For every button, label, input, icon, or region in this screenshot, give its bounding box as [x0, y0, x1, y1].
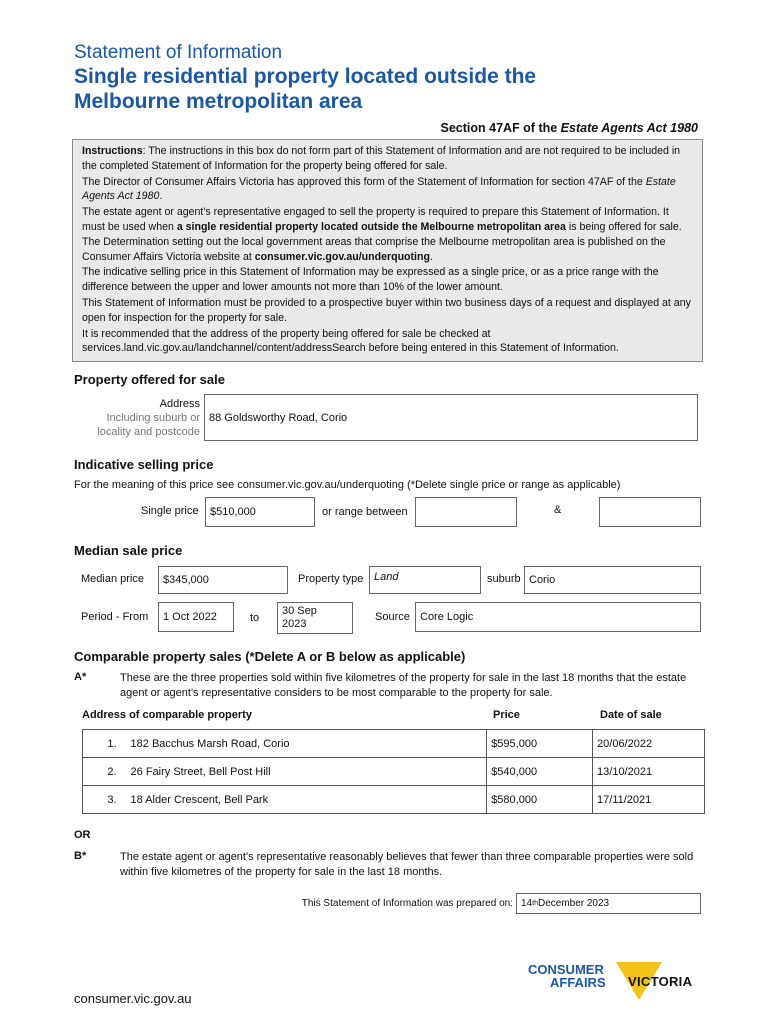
period-from-field[interactable]: 1 Oct 2022	[158, 602, 234, 632]
col-address-header: Address of comparable property	[82, 709, 252, 721]
prepared-on-label: This Statement of Information was prepared on:	[301, 898, 513, 909]
period-to-label: to	[250, 612, 260, 624]
option-b-label: B*	[74, 850, 87, 862]
prepared-date-field[interactable]: 14 th December 2023	[516, 893, 701, 914]
period-to-field[interactable]: 30 Sep 2023	[277, 602, 353, 634]
comparable-address-1[interactable]: 182 Bacchus Marsh Road, Corio	[121, 730, 487, 758]
underquoting-link[interactable]: consumer.vic.gov.au/underquoting	[254, 250, 430, 263]
period-from-label: Period - From	[81, 611, 149, 623]
footer-website[interactable]: consumer.vic.gov.au	[74, 991, 192, 1006]
col-date-header: Date of sale	[600, 709, 662, 721]
section-reference: Section 47AF of the Estate Agents Act 1980	[440, 121, 698, 135]
comparable-sales-table	[82, 729, 705, 814]
source-label: Source	[375, 611, 410, 623]
property-heading: Property offered for sale	[74, 372, 225, 387]
comparable-date-1[interactable]: 20/06/2022	[593, 730, 705, 758]
comparable-price-3[interactable]: $580,000	[487, 786, 593, 814]
range-low-field[interactable]	[415, 497, 517, 527]
consumer-affairs-victoria-logo	[528, 960, 703, 1006]
comparable-heading: Comparable property sales (*Delete A or B below as applicable)	[74, 649, 466, 664]
suburb-label: suburb	[487, 573, 521, 585]
logo-line-consumer: CONSUMER	[528, 962, 604, 977]
table-row: 2. 26 Fairy Street, Bell Post Hill $540,000 13/10/2021	[83, 758, 705, 786]
property-address-field[interactable]: 88 Goldsworthy Road, Corio	[204, 394, 698, 441]
property-type-field[interactable]: Land	[369, 566, 481, 594]
option-b-text: The estate agent or agent's representative reasonably believes that fewer than three comparable properties were sold within five kilometres of the property for sale in the last 18 months.	[120, 851, 694, 878]
option-a-label: A*	[74, 671, 87, 683]
instructions-box: Instructions: The instructions in this box do not form part of this Statement of Information and are not required to be included in the completed Statement of Information for the property being offered for sale. The Director of Consumer Affairs Victoria has approved this form of the Statement of Information for section 47AF of the Estate Agents Act 1980. The estate agent or agent's representative engaged to sell the property is required to prepare this Statement of Information. It must be used when a single residential property located outside the Melbourne metropolitan area is being offered for sale. The Determination setting out the local government areas that comprise the Melbourne metropolitan area is published on the Consumer Affairs Victoria website at consumer.vic.gov.au/underquoting. The indicative selling price in this Statement of Information may be expressed as a single price, or as a price range with the difference between the upper and lower amounts not more than 10% of the lower amount. This Statement of Information must be provided to a prospective buyer within two business days of a request and displayed at any open for inspection for the property for sale. It is recommended that the address of the property being offered for sale be checked at services.land.vic.gov.au/landchannel/content/addressSearch before being entered in this Statement of Information.	[72, 139, 703, 362]
range-label: or range between	[322, 506, 408, 518]
comparable-price-1[interactable]: $595,000	[487, 730, 593, 758]
form-subtitle: Statement of Information	[74, 42, 283, 63]
indicative-note: For the meaning of this price see consumer.vic.gov.au/underquoting (*Delete single price or range as applicable)	[74, 479, 621, 491]
comparable-address-3[interactable]: 18 Alder Crescent, Bell Park	[121, 786, 487, 814]
or-label: OR	[74, 829, 91, 841]
comparable-address-2[interactable]: 26 Fairy Street, Bell Post Hill	[121, 758, 487, 786]
median-price-field[interactable]: $345,000	[158, 566, 288, 594]
table-row: 3. 18 Alder Crescent, Bell Park $580,000 17/11/2021	[83, 786, 705, 814]
address-label: Address Including suburb or locality and postcode	[97, 398, 200, 438]
range-high-field[interactable]	[599, 497, 701, 527]
page-title: Single residential property located outside the Melbourne metropolitan area	[74, 65, 537, 113]
col-price-header: Price	[493, 709, 520, 721]
single-price-field[interactable]: $510,000	[205, 497, 315, 527]
suburb-field[interactable]: Corio	[524, 566, 701, 594]
source-field[interactable]: Core Logic	[415, 602, 701, 632]
comparable-date-3[interactable]: 17/11/2021	[593, 786, 705, 814]
single-price-label: Single price	[141, 505, 199, 517]
median-price-label: Median price	[81, 573, 144, 585]
property-type-label: Property type	[298, 573, 364, 585]
and-symbol: &	[554, 504, 562, 516]
indicative-heading: Indicative selling price	[74, 457, 214, 472]
logo-line-affairs: AFFAIRS	[550, 975, 606, 990]
option-a-text: These are the three properties sold within five kilometres of the property for sale in the last 18 months that the estate agent or agent's representative considers to be most comparable to the property for sale.	[120, 672, 687, 699]
logo-line-victoria: VICTORIA	[628, 974, 693, 989]
comparable-price-2[interactable]: $540,000	[487, 758, 593, 786]
median-heading: Median sale price	[74, 543, 183, 558]
comparable-date-2[interactable]: 13/10/2021	[593, 758, 705, 786]
table-row: 1. 182 Bacchus Marsh Road, Corio $595,000 20/06/2022	[83, 730, 705, 758]
